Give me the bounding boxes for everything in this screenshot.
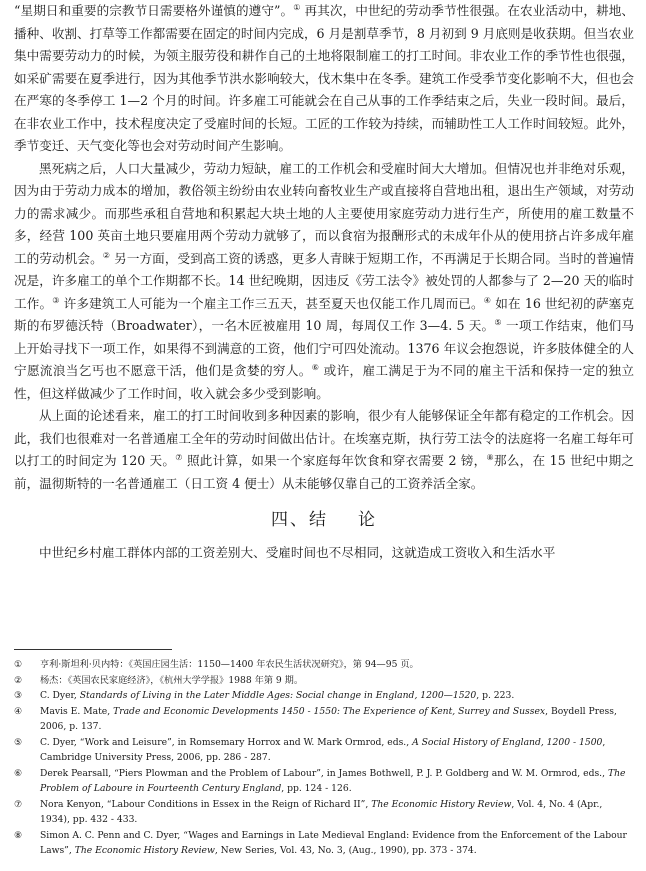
footnote-6 xyxy=(14,766,634,797)
citation-details: , New Series, Vol. 43, No. 3, (Aug., 1990), pp. 373 - 374. xyxy=(214,845,477,856)
footnote-number: ① xyxy=(14,659,23,670)
footnote-text xyxy=(40,688,634,704)
footnote-8 xyxy=(14,828,634,859)
citation-author: Mavis E. Mate, xyxy=(40,705,114,717)
footnote-ref[interactable]: ⑦ xyxy=(175,452,183,462)
paragraph-1 xyxy=(14,0,634,158)
text-run: 或许，雇工满足于为不同的雇主干活和保持一定的独立性，但这样做减少了工作时间，收入就会多少受到影响。 xyxy=(14,363,635,401)
footnote-1 xyxy=(14,657,634,673)
footnote-divider xyxy=(14,649,172,650)
footnote-4 xyxy=(14,704,634,735)
paragraph-3 xyxy=(14,405,634,495)
citation-title: The Problem of Laboure in Fourteenth Century England xyxy=(40,767,626,794)
footnote-ref[interactable]: ⑥ xyxy=(311,362,320,372)
page-body xyxy=(14,0,634,565)
footnote-text xyxy=(40,797,634,828)
footnote-ref[interactable]: ③ xyxy=(52,295,60,305)
citation-title: The Economic History Review xyxy=(74,845,215,856)
footnote-text xyxy=(40,735,634,766)
footnote-ref[interactable]: ① xyxy=(293,2,301,12)
citation-author: Nora Kenyon, “Labour Conditions in Essex in the Reign of Richard II”, xyxy=(40,798,372,810)
footnote-number: ⑦ xyxy=(14,798,23,810)
citation-title: Trade and Economic Developments 1450 - 1550: The Experience of Kent, Surrey and Sussex xyxy=(113,705,546,717)
citation-author: Derek Pearsall, “Piers Plowman and the Problem of Labour”, in James Bothwell, P. J. P. Goldberg and W. M. Ormrod, eds., xyxy=(40,767,608,779)
citation-author: C. Dyer, xyxy=(40,690,80,701)
citation-details: , Cambridge University Press, 2006, pp. 286 - 287. xyxy=(40,736,606,763)
footnote-5 xyxy=(14,735,634,766)
text-run: 许多建筑工人可能为一个雇主工作三五天，甚至夏天也仅能工作几周而已。 xyxy=(59,295,484,311)
citation-title: A Social History of England, 1200 - 1500 xyxy=(412,736,603,748)
footnote-text: 亨利·斯坦利·贝内特：《英国庄园生活：1150—1400 年农民生活状况研究》，第 94—95 页。 xyxy=(40,659,419,670)
footnote-ref[interactable]: ② xyxy=(102,250,111,260)
footnote-text xyxy=(40,766,634,797)
footnote-number: ④ xyxy=(14,705,23,717)
footnote-number: ⑧ xyxy=(14,829,23,841)
paragraph-2 xyxy=(14,158,634,406)
citation-details: , p. 223. xyxy=(476,690,515,701)
heading-part: 四、结 xyxy=(271,510,328,530)
section-heading xyxy=(14,505,634,530)
citation-title: The Economic History Review xyxy=(371,798,512,810)
text-run: 如在 16 世纪初的萨塞克斯的布罗德沃特（Broadwater），一名木匠被雇用 10 周，每周仅工作 3—4. 5 天。 xyxy=(14,295,635,333)
footnote-7 xyxy=(14,797,634,828)
footnotes xyxy=(14,657,634,859)
footnote-2 xyxy=(14,673,634,689)
text-run: 黑死病之后，人口大量减少，劳动力短缺，雇工的工作机会和受雇时间大大增加。但情况也并非绝对乐观，因为由于劳动力成本的增加，教俗领主纷纷由农业转向畜牧业生产或直接将自营地出租，退出生产领域，对劳动力的需求减少。而那些承租自营地和积累起大块土地的人主要使用家庭劳动力进行生产，所使用的雇工数量不多，经营 100 英亩土地只要雇用两个劳动力就够了，而以食宿为报酬形式的未成年仆从的使用挤占许多成年雇工的劳动机会。 xyxy=(14,160,634,266)
footnote-text: 杨杰：《英国农民家庭经济》，《杭州大学学报》1988 年第 9 期。 xyxy=(40,674,304,686)
text-run: 照此计算，如果一个家庭每年饮食和穿衣需要 2 镑， xyxy=(182,453,487,468)
text-run: 另一方面，受到高工资的诱惑，更多人青睐于短期工作，不再满足于长期合同。当时的普遍情况是，许多雇工的单个工作期都不长。14 世纪晚期，因违反《劳工法令》被处罚的人都参与了 2—20 天的临时工作。 xyxy=(14,250,635,311)
citation-details: , Vol. 4, No. 4 (Apr., 1934), pp. 432 - 433. xyxy=(40,798,603,825)
footnote-number: ③ xyxy=(14,690,23,701)
footnote-number: ⑥ xyxy=(14,767,23,779)
citation-details: , pp. 124 - 126. xyxy=(281,783,352,794)
paragraph-4: 中世纪乡村雇工群体内部的工资差别大、受雇时间也不尽相同，这就造成工资收入和生活水平 xyxy=(39,545,556,560)
citation-details: , Boydell Press, 2006, p. 137. xyxy=(40,705,617,732)
footnote-ref[interactable]: ④ xyxy=(483,295,492,305)
text-run: 一项工作结束，他们马上开始寻找下一项工作，如果得不到满意的工资，他们宁可四处流动。1376 年议会抱怨说，许多肢体健全的人宁愿流浪当乞丐也不愿意干活，他们是贪婪的穷人。 xyxy=(14,318,635,378)
footnote-text xyxy=(40,828,634,859)
citation-author: Simon A. C. Penn and C. Dyer, “Wages and Earnings in Late Medieval England: Evidence from the Enforcement of the Labour Laws”, xyxy=(40,829,627,856)
citation-author: C. Dyer, “Work and Leisure”, in Romsemary Horrox and W. Mark Ormrod, eds., xyxy=(40,736,413,748)
heading-part: 论 xyxy=(358,510,377,530)
footnote-ref[interactable]: ⑤ xyxy=(494,317,502,327)
footnote-number: ⑤ xyxy=(14,736,23,748)
citation-title: Standards of Living in the Later Middle Ages: Social change in England, 1200—1520 xyxy=(79,690,477,701)
footnote-ref[interactable]: ⑧ xyxy=(486,452,494,462)
footnote-3 xyxy=(14,688,634,704)
text-run: 那么，在 15 世纪中期之前，温彻斯特的一名普通雇工（日工资 4 便士）从未能够仅靠自己的工资养活全家。 xyxy=(14,453,635,491)
text-run: “星期日和重要的宗教节日需要格外谨慎的遵守”。 xyxy=(14,3,294,18)
footnote-text xyxy=(40,704,634,735)
text-run: 再其次，中世纪的劳动季节性很强。在农业活动中，耕地、播种、收割、打草等工作都需要在固定的时间内完成，6 月是割草季节，8 月初到 9 月底则是收获期。但当农业集中需要劳动力的时候，为领主服劳役和耕作自己的土地将限制雇工的打工时间。非农业工作的季节性也很强，如采矿需要在夏季进行，因为其他季节洪水影响较大，伐木集中在冬季。建筑工作受季节变化影响不大，但也会在严寒的冬季停工 1—2 个月的时间。许多雇工可能就会在自己从事的工作季结束之后，失业一段时间。最后，在非农业工作中，技术程度决定了受雇时间的长短。工匠的工作较为持续，而辅助性工人工作时间较短。此外，季节变迁、天气变化等也会对劳动时间产生影响。 xyxy=(14,3,634,153)
text-run: 从上面的论述看来，雇工的打工时间收到多种因素的影响，很少有人能够保证全年都有稳定的工作机会。因此，我们也很难对一名普通雇工全年的劳动时间做出估计。在埃塞克斯，执行劳工法令的法庭将一名雇工每年可以打工的时间定为 120 天。 xyxy=(14,408,634,468)
footnote-number: ② xyxy=(14,674,23,686)
